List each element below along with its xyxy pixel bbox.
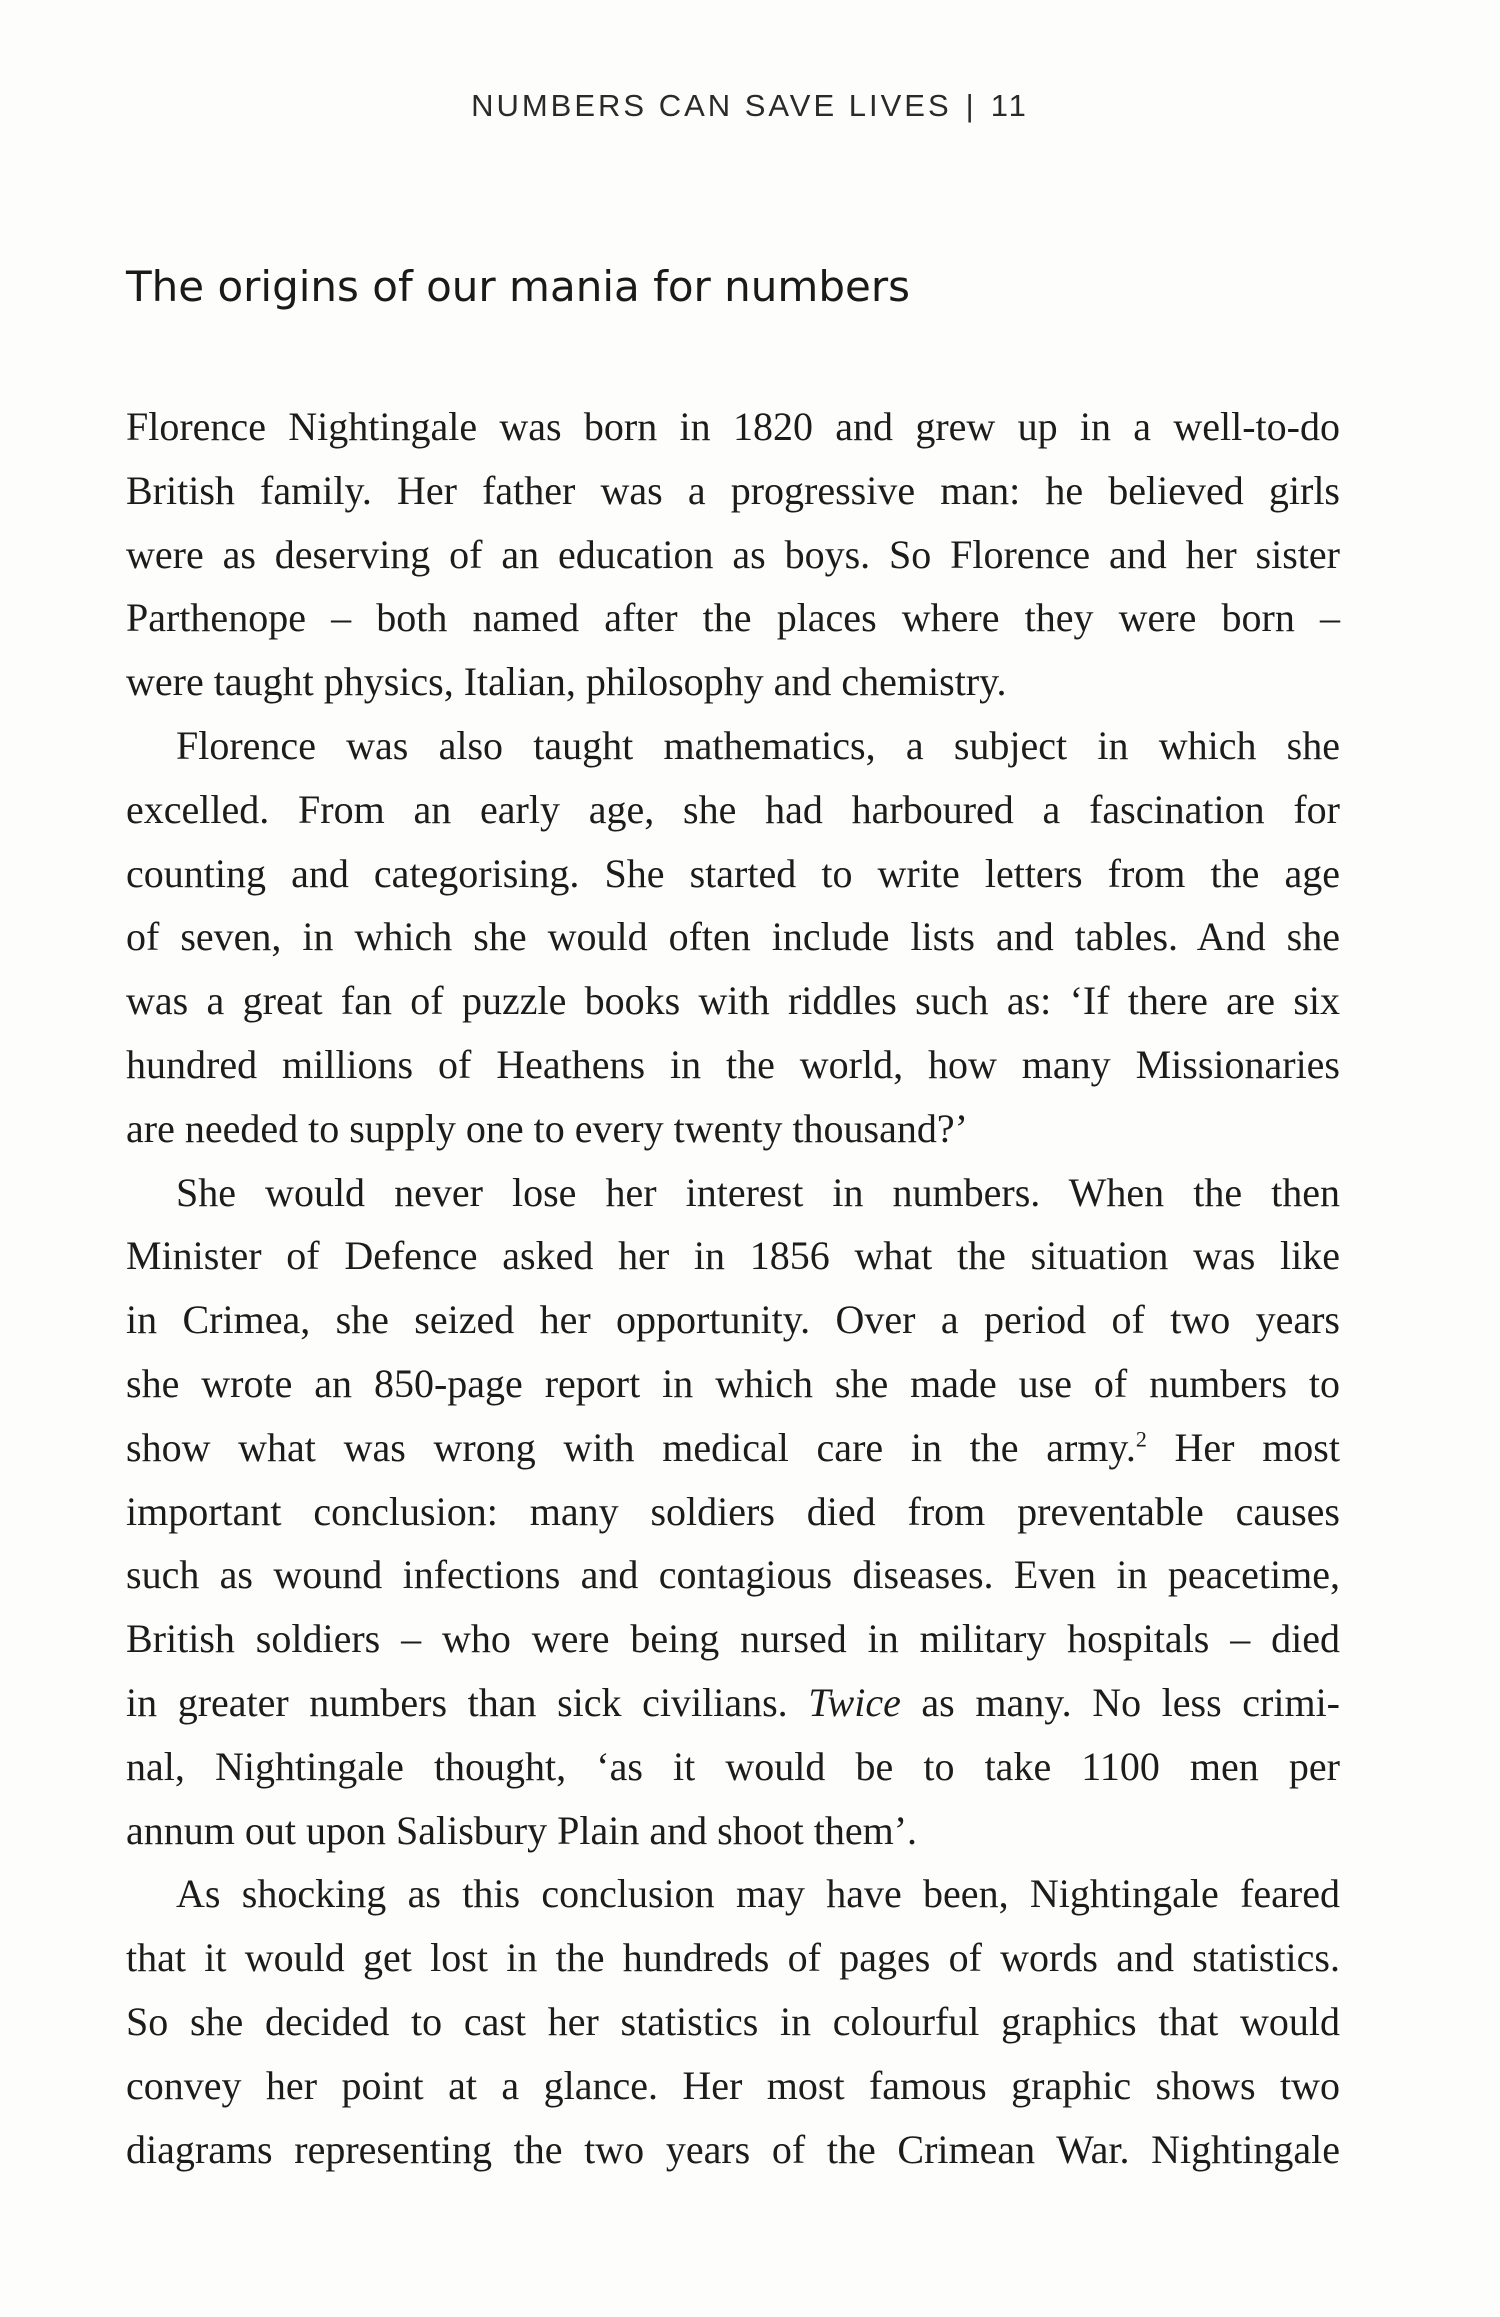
text-line: British family. Her father was a progressive man: he believed girls	[126, 467, 1340, 513]
text-segment: show what was wrong with medical care in the army.	[126, 1424, 1136, 1470]
text-line: diagrams representing the two years of the Crimean War. Nightingale	[126, 2126, 1340, 2172]
text-line: So she decided to cast her statistics in colourful graphics that would	[126, 1998, 1340, 2044]
footnote-ref: 2	[1135, 1426, 1147, 1452]
text-segment: Her most	[1146, 1424, 1340, 1470]
text-line: of seven, in which she would often include lists and tables. And she	[126, 914, 1340, 960]
text-line: Florence Nightingale was born in 1820 and grew up in a well-to-do	[126, 404, 1340, 449]
text-line: annum out upon Salisbury Plain and shoot them’.	[126, 1807, 918, 1853]
text-line: Florence was also taught mathematics, a subject in which she	[176, 722, 1340, 768]
text-line: excelled. From an early age, she had harboured a fascination for	[126, 786, 1340, 832]
text-line: nal, Nightingale thought, ‘as it would be to take 1100 men per	[126, 1743, 1340, 1789]
text-segment: in greater numbers than sick civilians.	[126, 1679, 788, 1725]
text-line: She would never lose her interest in numbers. When the then	[176, 1169, 1340, 1215]
text-line: Parthenope – both named after the places where they were born –	[126, 595, 1340, 641]
paragraph-3	[126, 1161, 1340, 1863]
paragraph-1	[126, 395, 1340, 714]
text-line: counting and categorising. She started to write letters from the age	[126, 850, 1340, 896]
text-segment: as many. No less crimi-	[900, 1679, 1341, 1725]
text-line: in Crimea, she seized her opportunity. Over a period of two years	[126, 1297, 1340, 1343]
running-head-title: NUMBERS CAN SAVE LIVES	[471, 88, 952, 123]
text-line: such as wound infections and contagious diseases. Even in peacetime,	[126, 1552, 1340, 1598]
text-line: important conclusion: many soldiers died from preventable causes	[126, 1488, 1340, 1534]
page-number: 11	[990, 88, 1029, 123]
text-line-with-emphasis	[126, 1671, 1340, 1735]
running-head-separator: |	[965, 88, 977, 123]
text-line: are needed to supply one to every twenty thousand?’	[126, 1105, 968, 1151]
text-line: she wrote an 850-page report in which she made use of numbers to	[126, 1360, 1340, 1406]
text-line: British soldiers – who were being nursed in military hospitals – died	[126, 1616, 1340, 1662]
section-heading: The origins of our mania for numbers	[126, 262, 910, 311]
paragraph-2	[126, 714, 1340, 1161]
emphasis: Twice	[808, 1679, 901, 1725]
text-line: Minister of Defence asked her in 1856 what the situation was like	[126, 1233, 1340, 1279]
text-line: As shocking as this conclusion may have been, Nightingale feared	[176, 1871, 1340, 1917]
text-line: hundred millions of Heathens in the world, how many Missionaries	[126, 1041, 1340, 1087]
running-head	[0, 88, 1500, 124]
text-line: convey her point at a glance. Her most famous graphic shows two	[126, 2062, 1340, 2108]
text-line: were as deserving of an education as boys. So Florence and her sister	[126, 531, 1340, 577]
body-text	[126, 395, 1340, 2181]
text-line: was a great fan of puzzle books with riddles such as: ‘If there are six	[126, 978, 1340, 1024]
text-line: that it would get lost in the hundreds of pages of words and statistics.	[126, 1935, 1340, 1981]
text-line: were taught physics, Italian, philosophy and chemistry.	[126, 659, 1007, 705]
paragraph-4	[126, 1862, 1340, 2181]
text-line-with-footnote	[126, 1416, 1340, 1480]
